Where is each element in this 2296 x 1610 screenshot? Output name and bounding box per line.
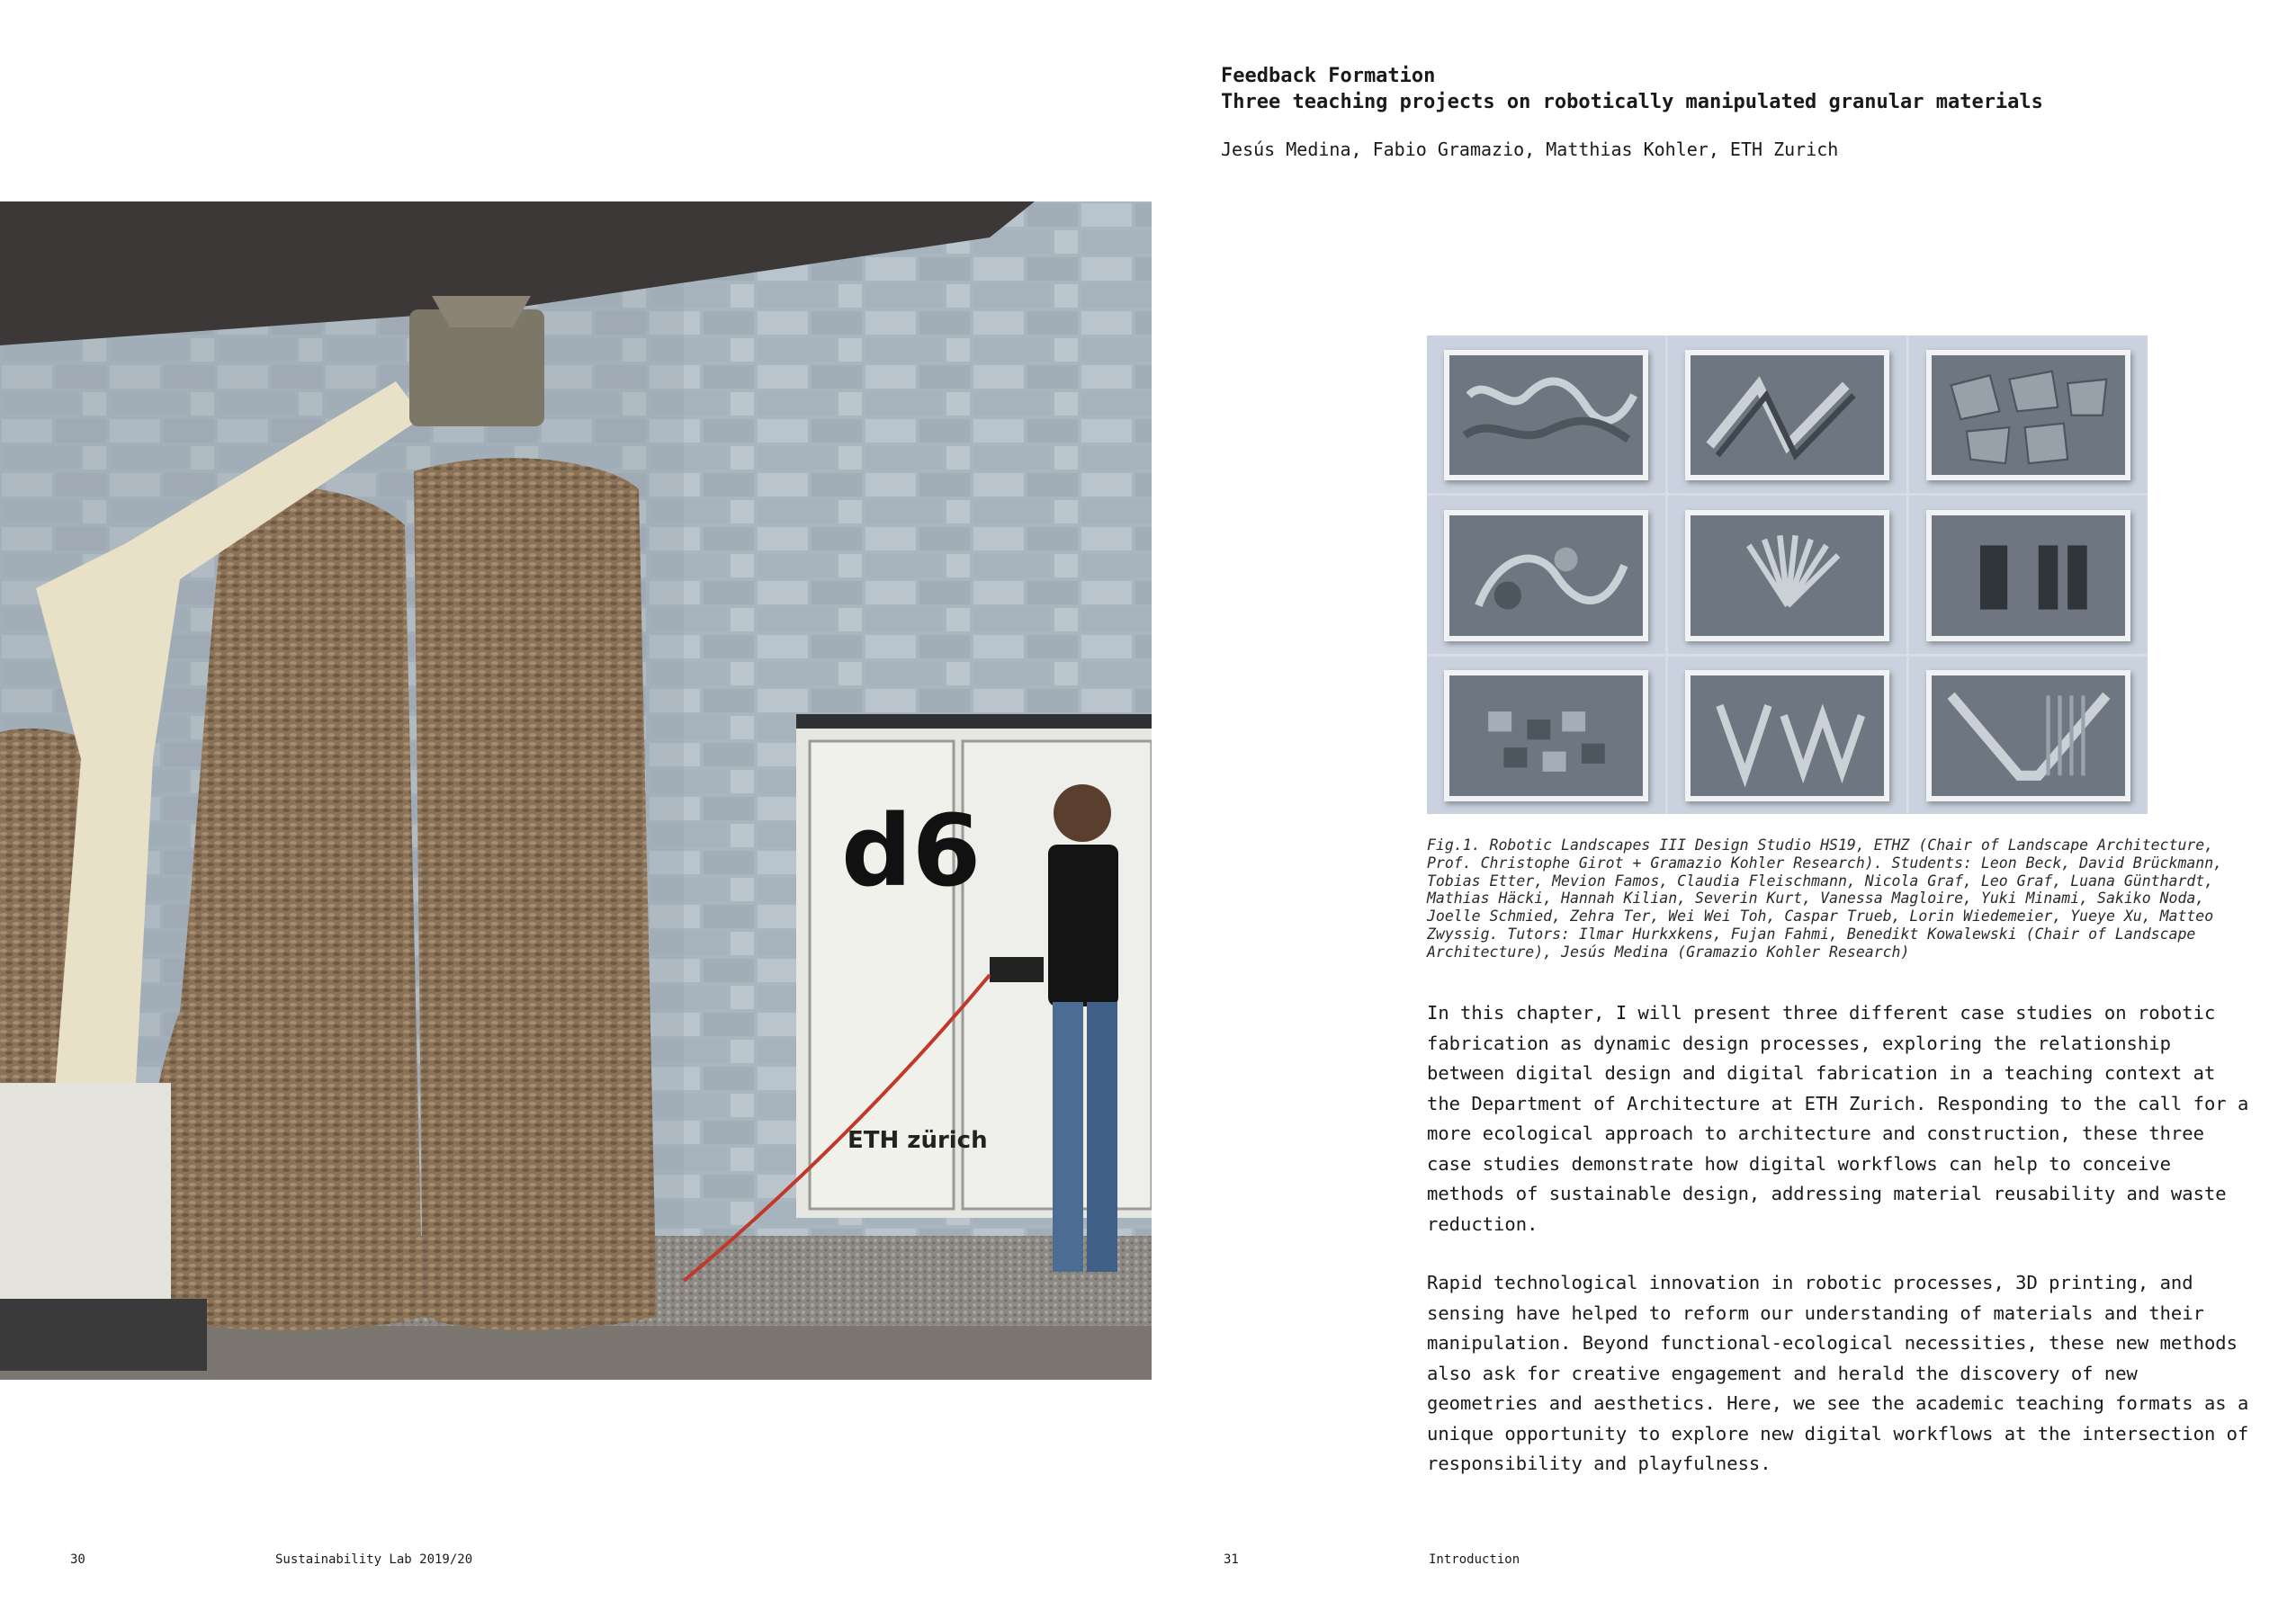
figure-caption: Fig.1. Robotic Landscapes III Design Studio HS19, ETHZ (Chair of Landscape Architecture, Prof. Christophe Girot + Gramazio Kohler Research). Students: Leon Beck, David Brückmann, Tobias Etter, Mevion Famos, Claudia Fleischmann, Nicola Graf, Leo Graf, Luana Günthardt, Mathias Häcki, Hannah Kilian, Severin Kurt, Vanessa Magloire, Yuki Minami, Sakiko Noda, Joelle Schmied, Zehra Ter, Wei Wei Toh, Caspar Trueb, Lorin Wiedemeier, Yueye Xu, Matteo Zwyssig. Tutors: Ilmar Hurkxkens, Fujan Fahmi, Benedikt Kowalewski (Chair of Landscape Architecture), Jesús Medina (Gramazio Kohler Research) — [1427, 836, 2223, 961]
sand-landscape-tile — [1427, 657, 1665, 814]
chapter-title-line1: Feedback Formation — [1221, 65, 1436, 87]
robot-tower-photo — [0, 201, 1152, 1380]
sand-landscape-tile — [1668, 496, 1906, 653]
sand-landscape-tile — [1668, 335, 1906, 493]
sand-landscape-tile — [1668, 657, 1906, 814]
sand-landscape-tile — [1909, 657, 2148, 814]
robot-tower-photo-graphic — [0, 201, 1152, 1380]
right-running-title: Introduction — [1429, 1552, 1520, 1567]
left-page-number: 30 — [70, 1552, 85, 1567]
chapter-authors: Jesús Medina, Fabio Gramazio, Matthias Kohler, ETH Zurich — [1221, 139, 1839, 160]
container-eth-text: ETH zürich — [848, 1127, 988, 1154]
sand-landscape-tile — [1427, 335, 1665, 493]
sand-landscape-tile — [1909, 496, 2148, 653]
chapter-title — [1221, 63, 2043, 115]
body-paragraph-1: In this chapter, I will present three different case studies on robotic fabrication as dynamic design processes, exploring the relationship between digital design and digital fabrication in a teaching context at the Department of Architecture at ETH Zurich. Responding to the call for a more ecological approach to architecture and construction, these three case studies demonstrate how digital workflows can help to conceive methods of sustainable design, addressing material reusability and waste reduction. — [1427, 1002, 2249, 1235]
sand-landscape-tile — [1909, 335, 2148, 493]
chapter-title-line2: Three teaching projects on robotically manipulated granular materials — [1221, 91, 2043, 113]
left-running-title: Sustainability Lab 2019/20 — [275, 1552, 473, 1567]
right-page-number: 31 — [1224, 1552, 1239, 1567]
container-logo-text: d6 — [841, 793, 982, 908]
figure-sand-landscapes-grid — [1427, 335, 2148, 814]
body-paragraph-2: Rapid technological innovation in robotic processes, 3D printing, and sensing have helped to reform our understanding of materials and their manipulation. Beyond functional-ecological necessities, these new methods also ask for creative engagement and herald the discovery of new geometries and aesthetics. Here, we see the academic teaching formats as a unique opportunity to explore new digital workflows at the intersection of responsibility and playfulness. — [1427, 1272, 2249, 1474]
sand-landscape-tile — [1427, 496, 1665, 653]
